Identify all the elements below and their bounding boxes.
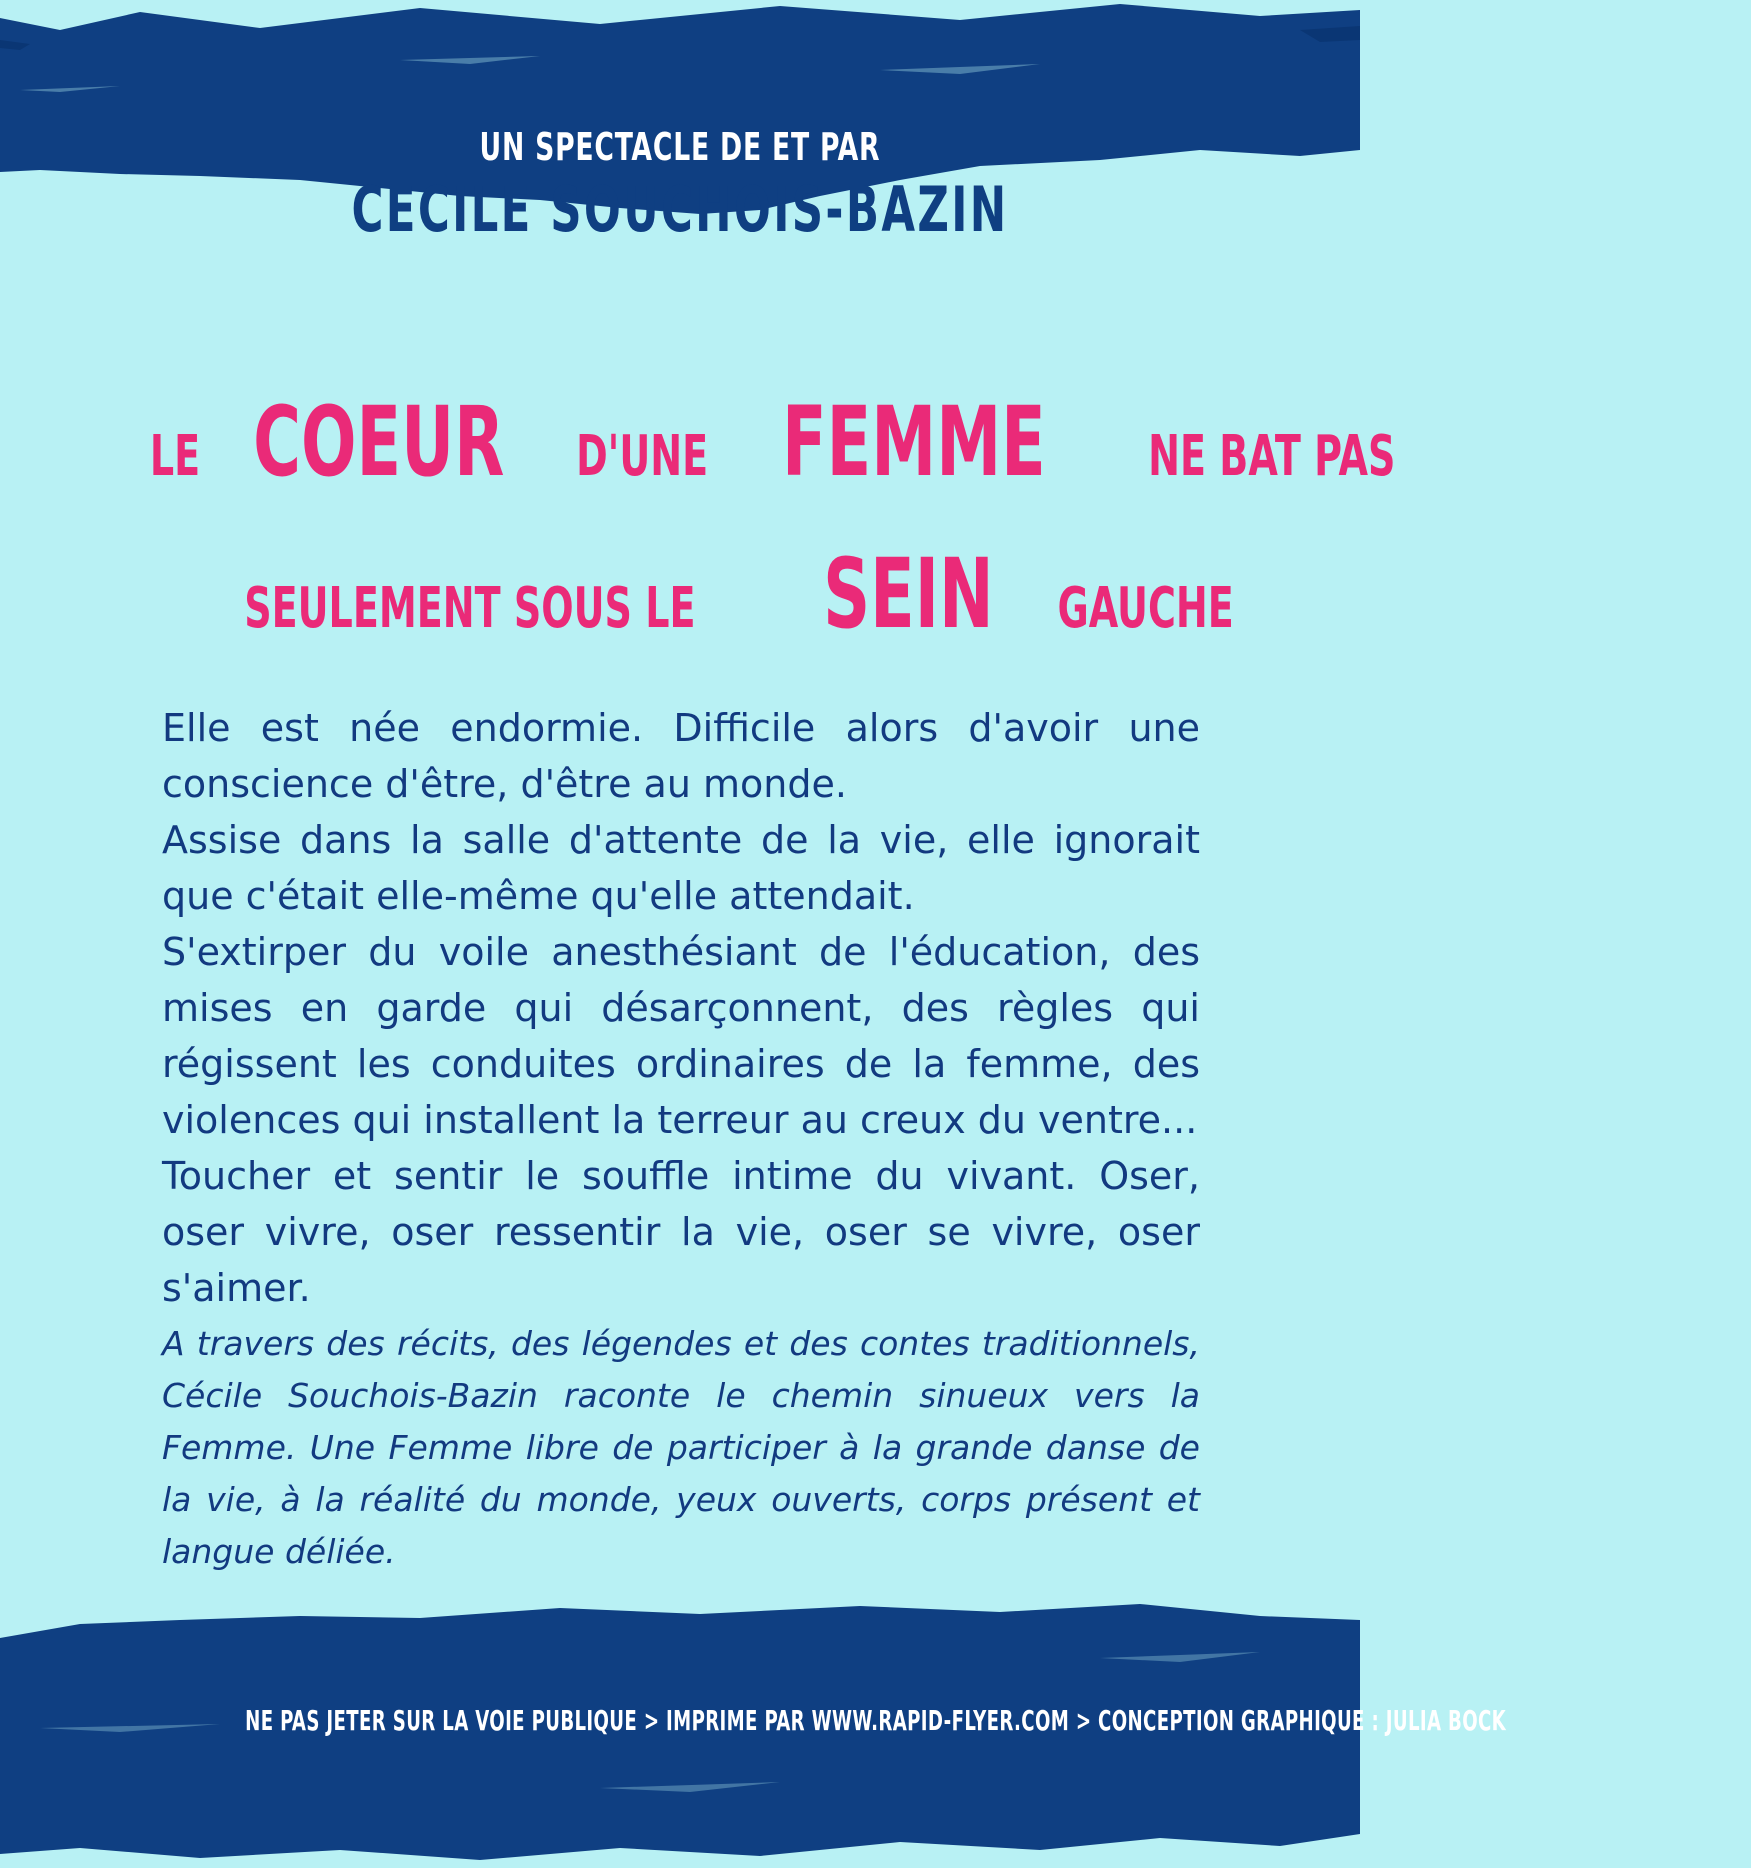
show-title bbox=[149, 380, 1396, 684]
title-word: COEUR bbox=[252, 386, 504, 498]
title-word: FEMME bbox=[782, 386, 1047, 498]
description-paragraph: Assise dans la salle d'attente de la vie, elle ignorait que c'était elle-même qu'elle attendait. bbox=[162, 818, 1200, 918]
title-word: D'UNE bbox=[575, 424, 708, 489]
description bbox=[162, 700, 1200, 1316]
title-row-1 bbox=[149, 380, 1396, 532]
performer-name: CECILE SOUCHOIS-BAZIN bbox=[351, 173, 1009, 246]
title-word: GAUCHE bbox=[1057, 576, 1234, 641]
header-subtitle: UN SPECTACLE DE ET PAR bbox=[479, 125, 881, 169]
title-word: SEULEMENT SOUS LE bbox=[244, 576, 696, 641]
title-word: LE bbox=[149, 424, 201, 489]
title-word: NE BAT PAS bbox=[1147, 424, 1396, 489]
title-row-2 bbox=[150, 532, 1234, 684]
description-paragraph: Elle est née endormie. Difficile alors d'avoir une conscience d'être, d'être au monde. bbox=[162, 706, 1200, 806]
footer-credits bbox=[0, 1704, 1507, 1737]
description-paragraph: S'extirper du voile anesthésiant de l'éducation, des mises en garde qui désarçonnent, des règles qui régissent les conduites ordinaires de la femme, des violences qui installent la terreur au creux du ventre... bbox=[162, 930, 1200, 1142]
footer-text: NE PAS JETER SUR LA VOIE PUBLIQUE > IMPRIME PAR WWW.RAPID-FLYER.COM > CONCEPTION GRAPHIQUE : JULIA BOCK bbox=[245, 1704, 1507, 1737]
header bbox=[0, 125, 1360, 246]
description-paragraph: Toucher et sentir le souffle intime du vivant. Oser, oser vivre, oser ressentir la vie, oser se vivre, oser s'aimer. bbox=[162, 1154, 1200, 1310]
synopsis: A travers des récits, des légendes et des contes traditionnels, Cécile Souchois-Bazin raconte le chemin sinueux vers la Femme. Une Femme libre de participer à la grande danse de la vie, à la réalité du monde, yeux ouverts, corps présent et langue déliée. bbox=[162, 1324, 1200, 1571]
title-word: SEIN bbox=[823, 538, 994, 650]
